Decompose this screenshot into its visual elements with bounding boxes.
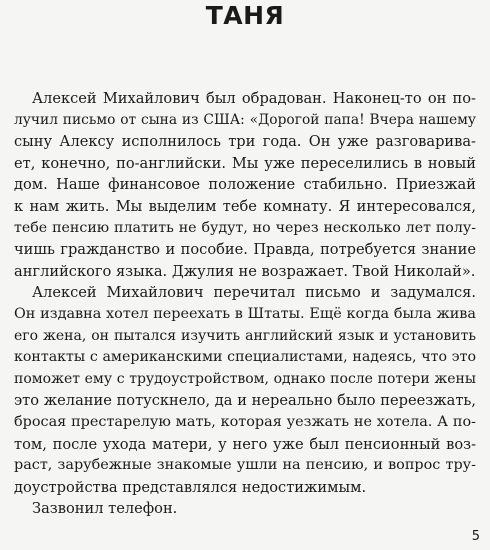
text-line: поможет ему с трудоустройством, однако после потери жены: [14, 370, 476, 387]
text-line: его жена, он пытался изучить английский язык и установить: [14, 327, 476, 344]
text-line: тебе пенсию платить не будут, но через несколько лет полу-: [14, 219, 476, 236]
text-line: Алексей Михайлович перечитал письмо и задумался.: [32, 284, 476, 302]
text-line: лучил письмо от сына из США: «Дорогой папа! Вчера нашему: [14, 111, 476, 128]
text-line: Зазвонил телефон.: [32, 500, 178, 518]
page-number: 5: [471, 529, 480, 544]
text-line: доустройства представлялся недостижимым.: [14, 478, 367, 496]
text-line: английского языка. Джулия не возражает. Твой Николай».: [14, 262, 476, 280]
text-line: контакты с американскими специалистами, надеясь, что это: [14, 349, 476, 366]
text-line: раст, зарубежные знакомые ушли на пенсию, и вопрос тру-: [14, 457, 476, 474]
text-line: сыну Алексу исполнилось три года. Он уже разговарива-: [14, 133, 476, 151]
chapter-body: [14, 88, 476, 520]
chapter-title: ТАНЯ: [205, 1, 285, 30]
text-line: том, после ухода матери, у него уже был пенсионный воз-: [14, 435, 476, 453]
text-line: бросая престарелую мать, которая уезжать не хотела. А по-: [14, 413, 476, 430]
text-line: дом. Наше финансовое положение стабильно. Приезжай: [14, 176, 476, 194]
text-line: ет, конечно, по-английски. Мы уже переселились в новый: [14, 154, 476, 172]
text-line: чишь гражданство и пособие. Правда, потребуется знание: [14, 241, 476, 259]
text-line: Алексей Михайлович был обрадован. Наконец-то он по-: [32, 90, 476, 107]
text-line: Он издавна хотел переехать в Штаты. Ещё когда была жива: [14, 305, 476, 322]
text-line: это желание потускнело, да и нереально было переезжать,: [14, 392, 476, 410]
text-line: к нам жить. Мы выделим тебе комнату. Я интересовался,: [14, 197, 476, 215]
